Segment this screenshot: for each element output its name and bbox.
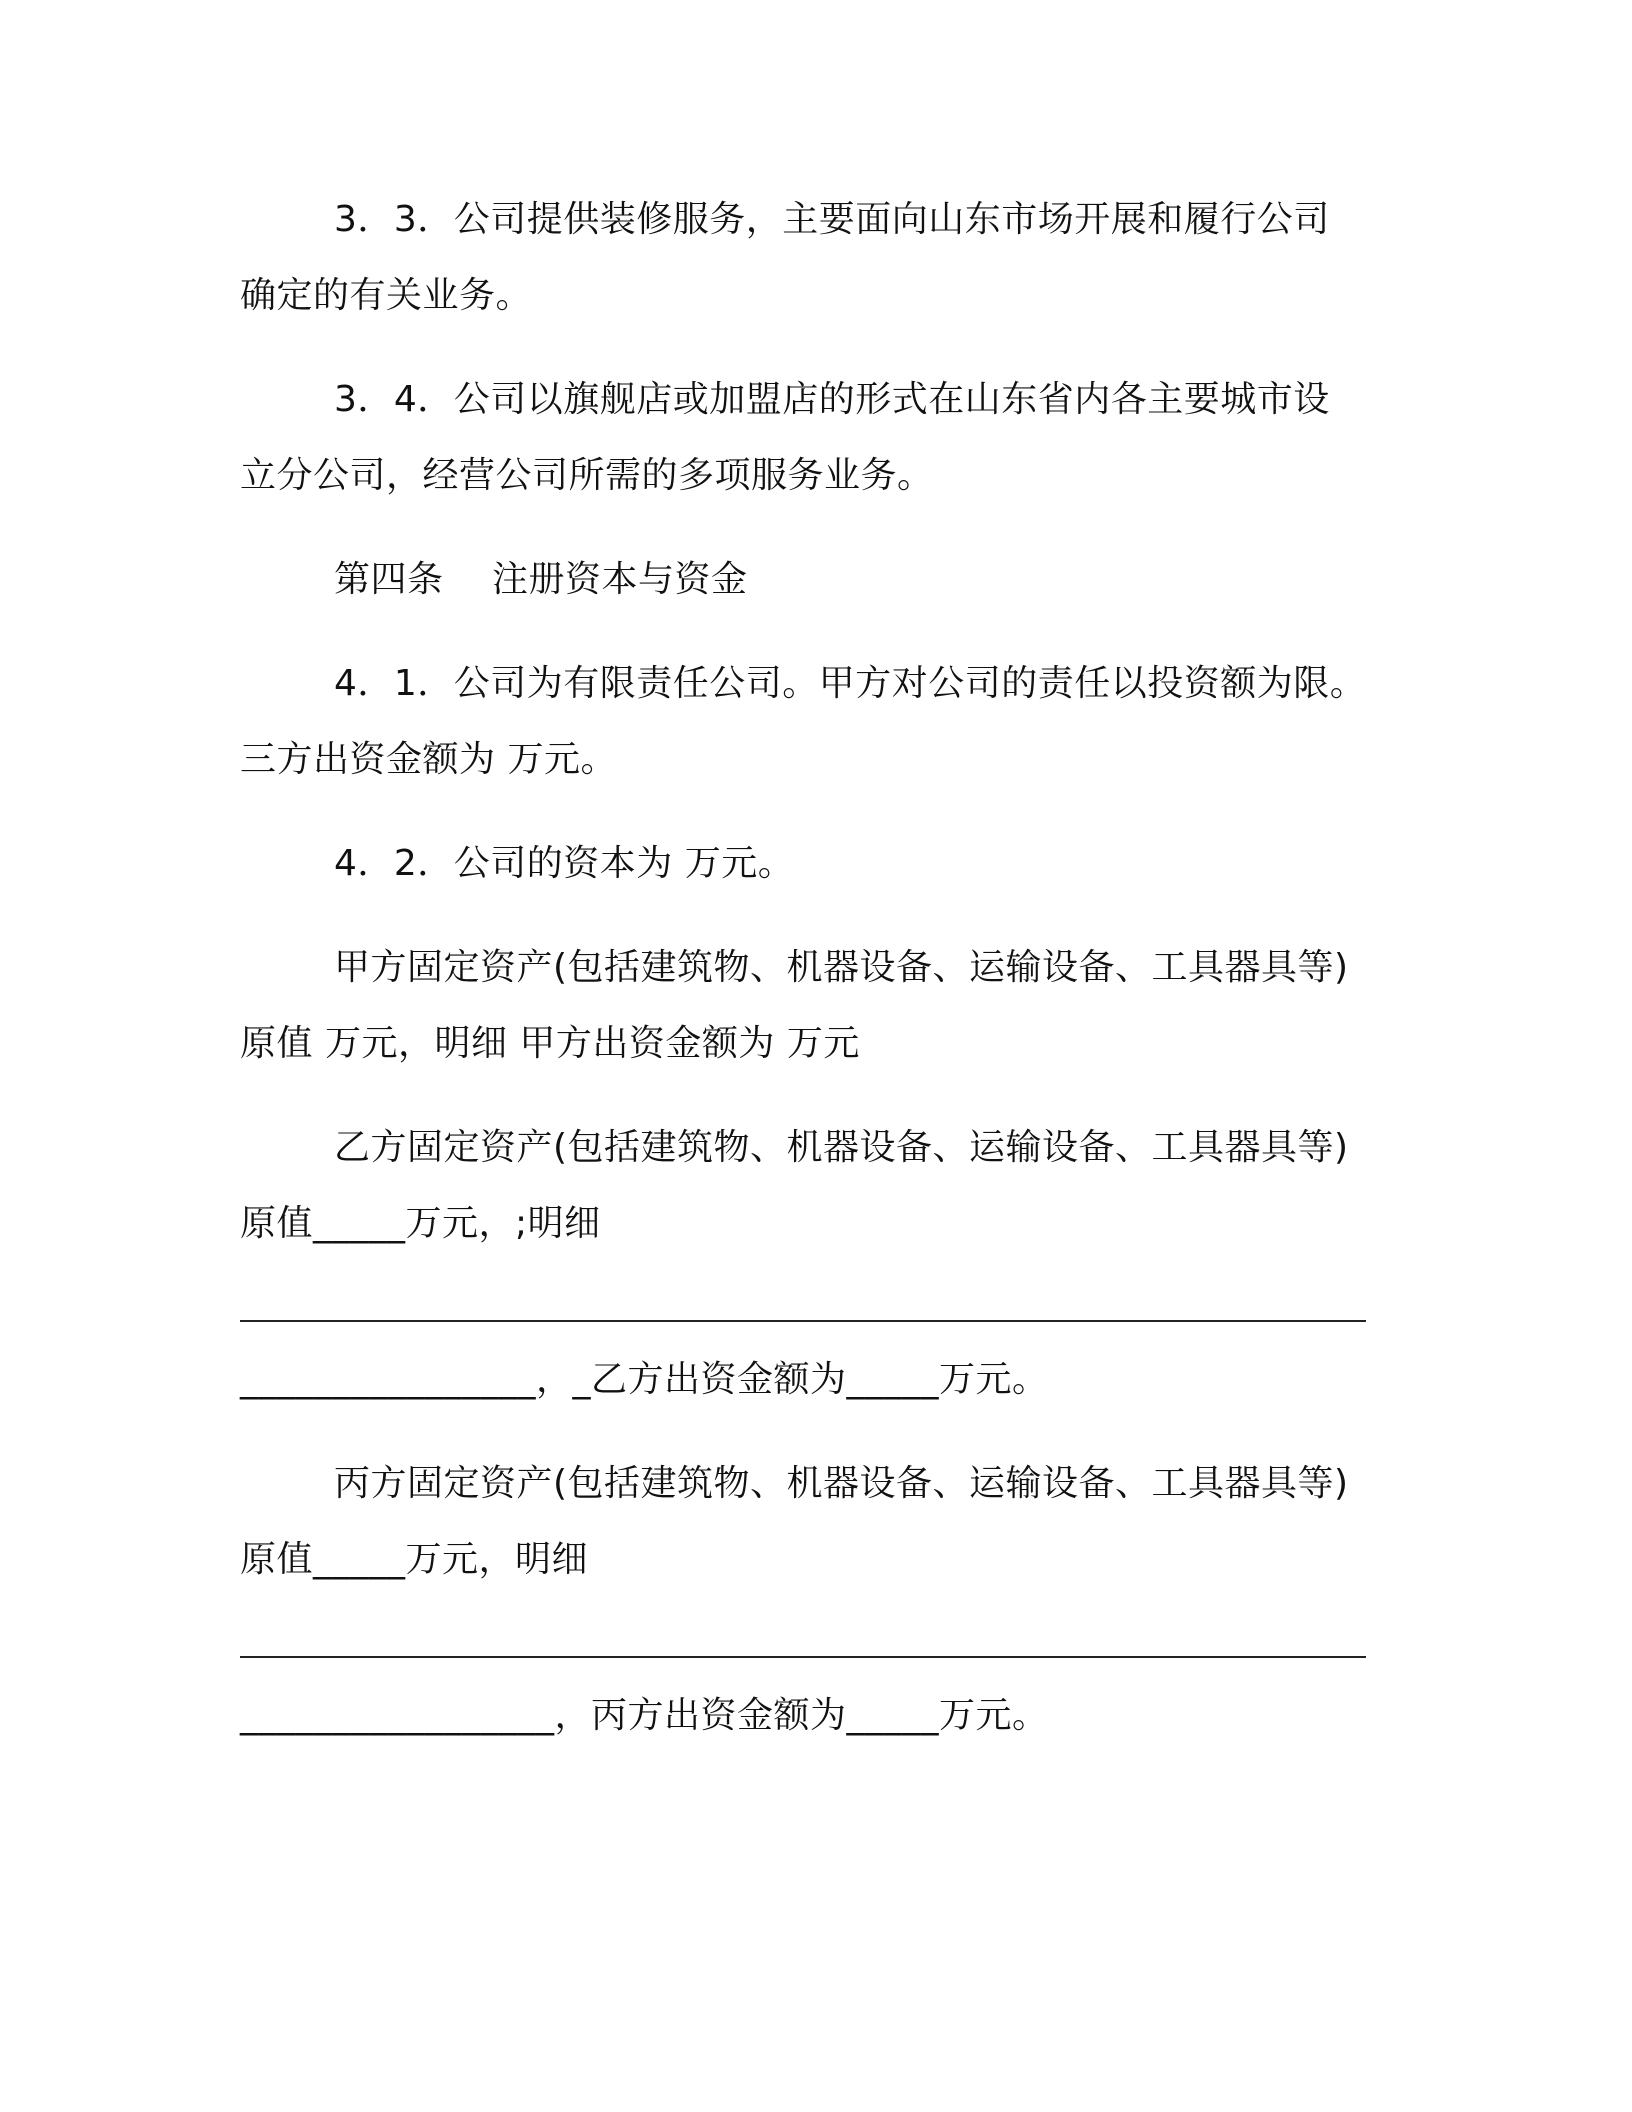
clause-4-1-line-2: 三方出资金额为 万元。 (240, 739, 617, 780)
party-a-assets-line-1: 甲方固定资产(包括建筑物、机器设备、运输设备、工具器具等) (334, 947, 1349, 988)
article-4-heading: 第四条 注册资本与资金 (334, 559, 748, 600)
party-a-assets-line-2: 原值 万元，明细 甲方出资金额为 万元 (240, 1023, 860, 1064)
party-b-contribution-line: ________________，_乙方出资金额为_____万元。 (240, 1359, 1049, 1400)
clause-3-4-line-2: 立分公司，经营公司所需的多项服务业务。 (240, 455, 934, 496)
clause-4-1-line-1: 4．1．公司为有限责任公司。甲方对公司的责任以投资额为限。 (334, 663, 1367, 704)
clause-3-4-line-1: 3．4．公司以旗舰店或加盟店的形式在山东省内各主要城市设 (334, 379, 1330, 420)
party-c-assets-line-1: 丙方固定资产(包括建筑物、机器设备、运输设备、工具器具等) (334, 1463, 1349, 1504)
party-c-detail-blank-line (240, 1656, 1366, 1658)
clause-3-3-line-1: 3．3．公司提供装修服务，主要面向山东市场开展和履行公司 (334, 199, 1330, 240)
party-c-contribution-line: _________________，丙方出资金额为_____万元。 (240, 1695, 1049, 1736)
party-c-assets-line-2: 原值_____万元，明细 (240, 1539, 589, 1580)
party-b-assets-line-1: 乙方固定资产(包括建筑物、机器设备、运输设备、工具器具等) (334, 1127, 1349, 1168)
party-b-detail-blank-line (240, 1320, 1366, 1322)
party-b-assets-line-2: 原值_____万元，;明细 (240, 1203, 601, 1244)
clause-4-2-line: 4．2．公司的资本为 万元。 (334, 843, 795, 884)
clause-3-3-line-2: 确定的有关业务。 (240, 275, 533, 316)
